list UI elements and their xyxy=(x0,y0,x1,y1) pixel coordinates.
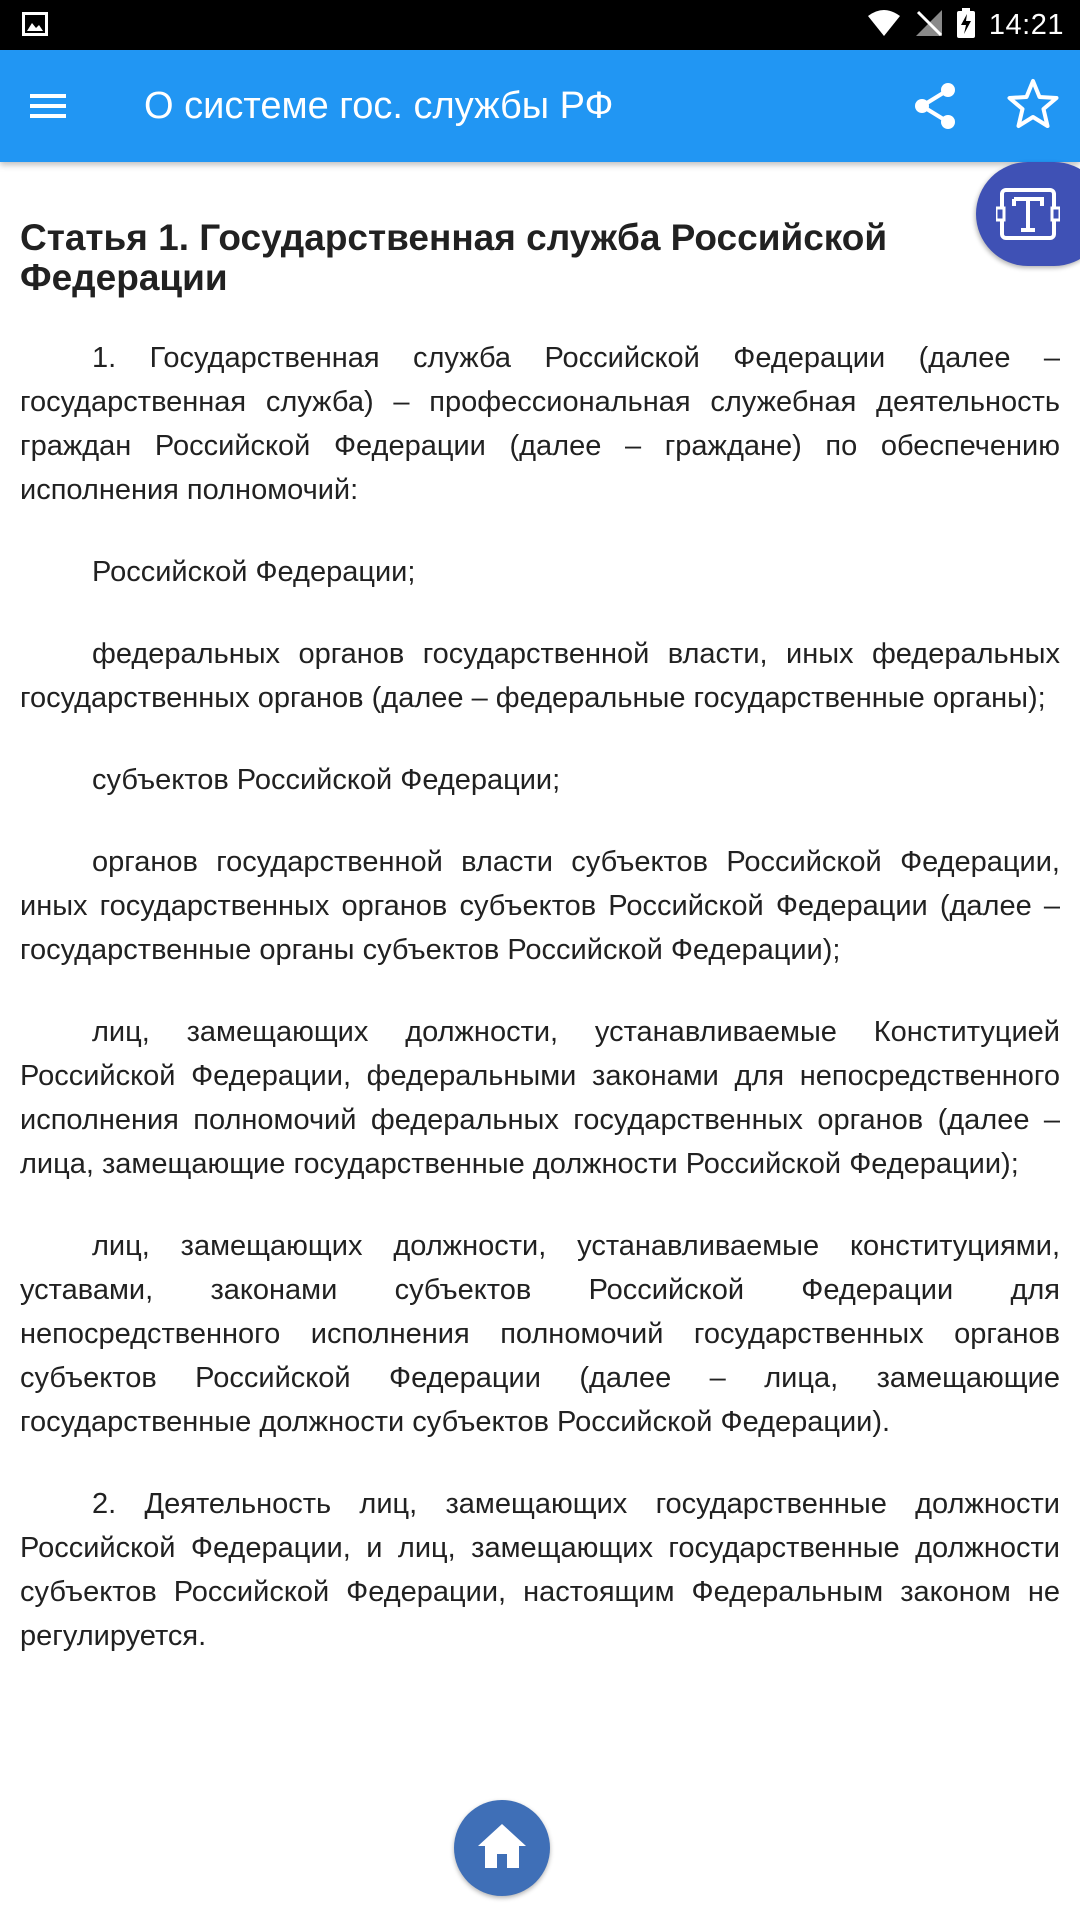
app-title: О системе гос. службы РФ xyxy=(144,85,614,127)
article-paragraph: лиц, замещающих должности, устанавливаемые конституциями, уставами, законами субъектов Российской Федерации для непосредственного исполнения полномочий государственных органов субъектов Российской Федерации (далее – лица, замещающие государственные должности субъектов Российской Федерации). xyxy=(20,1230,1060,1438)
article-paragraph: лиц, замещающих должности, устанавливаемые Конституцией Российской Федерации, федеральными законами для непосредственного исполнения полномочий федеральных государственных органов (далее – лица, замещающие государственные должности Российской Федерации); xyxy=(20,1016,1060,1180)
text-size-icon xyxy=(996,184,1060,244)
menu-icon[interactable] xyxy=(20,78,76,134)
article-title: Статья 1. Государственная служба Российской Федерации xyxy=(20,217,888,298)
article-paragraph: субъектов Российской Федерации; xyxy=(92,764,561,796)
article-paragraph: 2. Деятельность лиц, замещающих государственные должности Российской Федерации, и лиц, замещающих государственные должности субъектов Российской Федерации, настоящим Федеральным законом не регулируется. xyxy=(20,1488,1060,1652)
home-button[interactable] xyxy=(454,1800,550,1896)
article-paragraph: 1. Государственная служба Российской Федерации (далее – государственная служба) – профессиональная служебная деятельность граждан Российской Федерации (далее – граждане) по обеспечению исполнения полномочий: xyxy=(20,342,1060,506)
article-content xyxy=(20,162,1060,1658)
status-bar xyxy=(0,0,1080,50)
article-paragraph: органов государственной власти субъектов Российской Федерации, иных государственных органов субъектов Российской Федерации (далее – государственные органы субъектов Российской Федерации); xyxy=(20,846,1060,966)
text-size-button[interactable] xyxy=(976,162,1080,266)
battery-charging-icon xyxy=(957,8,975,43)
article-paragraph: Российской Федерации; xyxy=(92,556,416,588)
star-icon[interactable] xyxy=(1004,76,1062,134)
image-icon xyxy=(22,12,48,36)
app-bar xyxy=(0,50,1080,162)
article-paragraph: федеральных органов государственной власти, иных федеральных государственных органов (далее – федеральные государственные органы); xyxy=(20,638,1060,714)
no-signal-icon xyxy=(915,9,943,42)
wifi-icon xyxy=(867,9,901,42)
share-icon[interactable] xyxy=(908,78,964,134)
home-icon xyxy=(476,1820,528,1872)
status-time: 14:21 xyxy=(988,8,1064,41)
status-icons xyxy=(867,0,1064,50)
